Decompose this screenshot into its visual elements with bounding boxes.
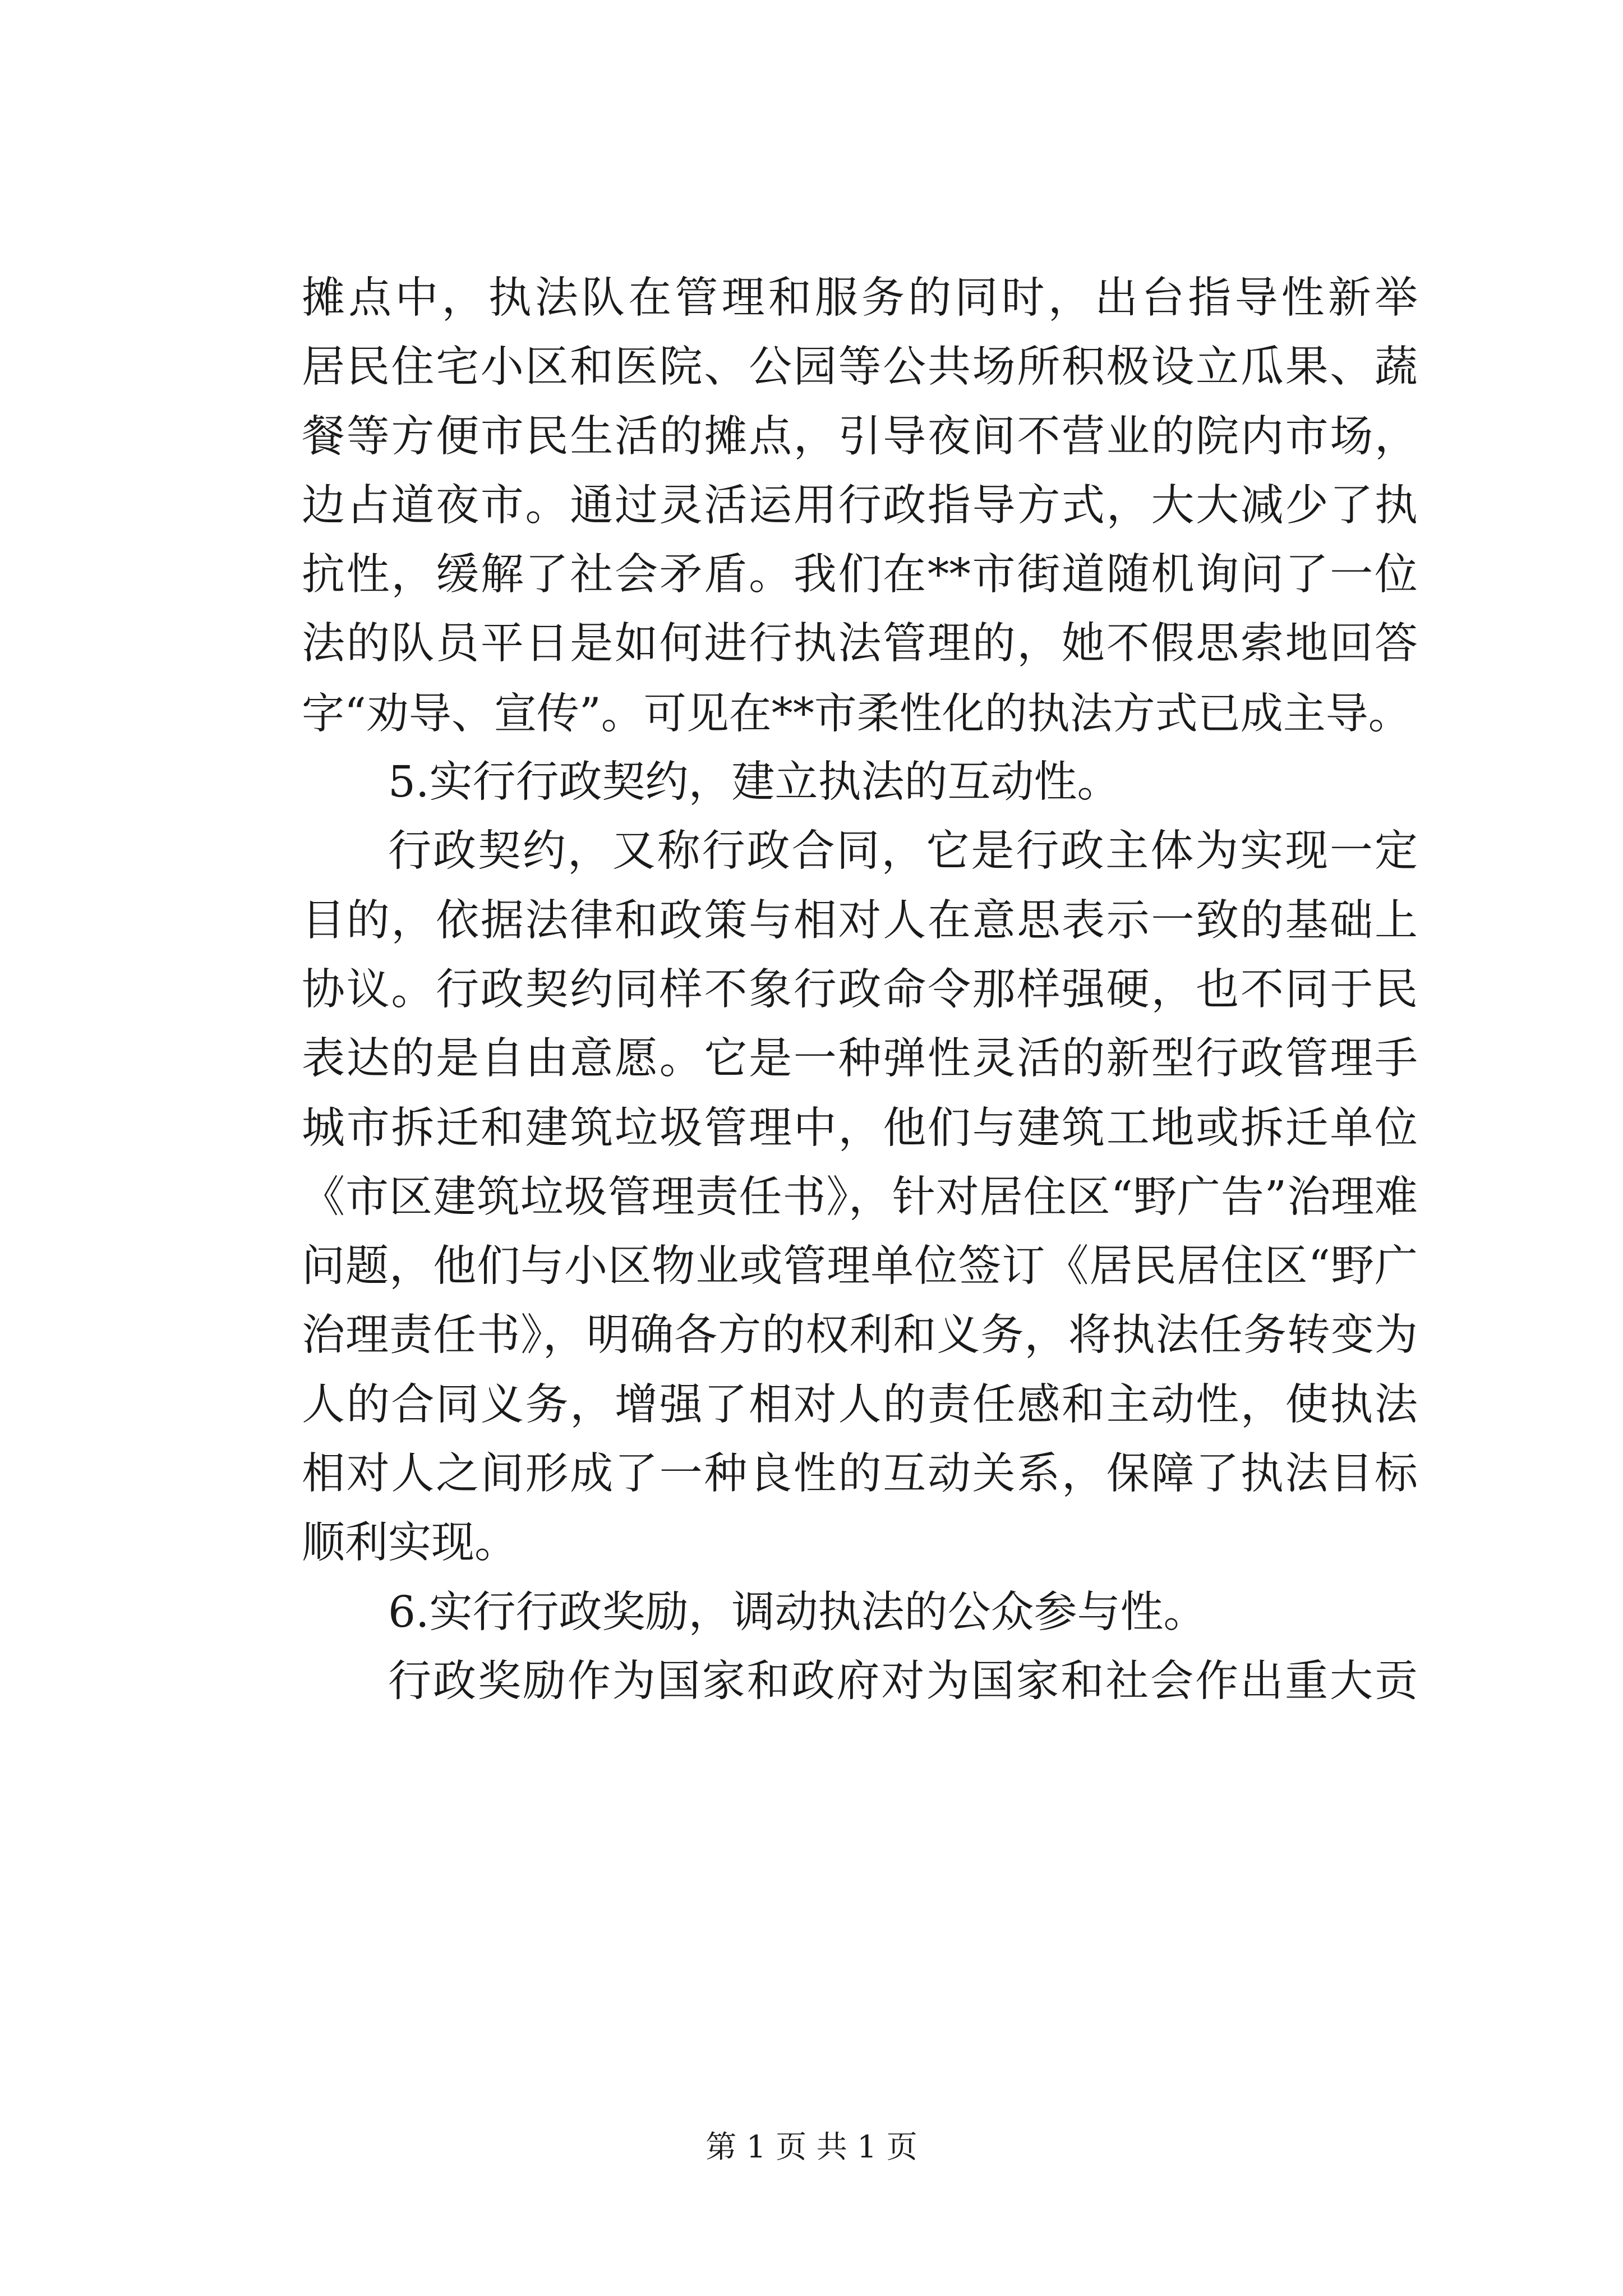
body-text: [302, 264, 1418, 1716]
text-line: 6.实行行政奖励，调动执法的公众参与性。: [388, 1587, 1207, 1637]
text-line: 顺利实现。: [302, 1518, 518, 1568]
text-line: 摊点中，执法队在管理和服务的同时，出台指导性新举: [302, 273, 1418, 323]
text-line: 行政契约，又称行政合同，它是行政主体为实现一定: [388, 826, 1418, 877]
text-line: 问题，他们与小区物业或管理单位签订《居民居住区“野广: [302, 1241, 1418, 1292]
text-line: 抗性，缓解了社会矛盾。我们在**市街道随机询问了一位: [302, 550, 1418, 600]
page-footer: 第 1 页 共 1 页: [706, 2129, 917, 2165]
text-line: 边占道夜市。通过灵活运用行政指导方式，大大减少了执: [302, 480, 1418, 531]
text-line: 城市拆迁和建筑垃圾管理中，他们与建筑工地或拆迁单位: [302, 1103, 1418, 1153]
text-line: 法的队员平日是如何进行执法管理的，她不假思索地回答: [302, 619, 1418, 669]
text-line: 居民住宅小区和医院、公园等公共场所积极设立瓜果、蔬: [302, 342, 1418, 393]
text-line: 协议。行政契约同样不象行政命令那样强硬，也不同于民: [302, 964, 1418, 1015]
text-line: 人的合同义务，增强了相对人的责任感和主动性，使执法: [302, 1379, 1418, 1430]
text-line: 餐等方便市民生活的摊点，引导夜间不营业的院内市场，: [302, 411, 1418, 462]
text-line: 字“劝导、宣传”。可见在**市柔性化的执法方式已成主导。: [302, 688, 1411, 738]
text-line: 5.实行行政契约，建立执法的互动性。: [388, 757, 1121, 808]
text-line: 表达的是自由意愿。它是一种弹性灵活的新型行政管理手: [302, 1034, 1418, 1084]
text-line: 相对人之间形成了一种良性的互动关系，保障了执法目标: [302, 1449, 1418, 1499]
text-line: 治理责任书》，明确各方的权利和义务，将执法任务转变为: [302, 1310, 1418, 1361]
text-line: 行政奖励作为国家和政府对为国家和社会作出重大贡: [388, 1656, 1418, 1706]
text-line: 目的，依据法律和政策与相对人在意思表示一致的基础上: [302, 895, 1418, 946]
text-line: 《市区建筑垃圾管理责任书》，针对居住区“野广告”治理难: [302, 1172, 1418, 1222]
